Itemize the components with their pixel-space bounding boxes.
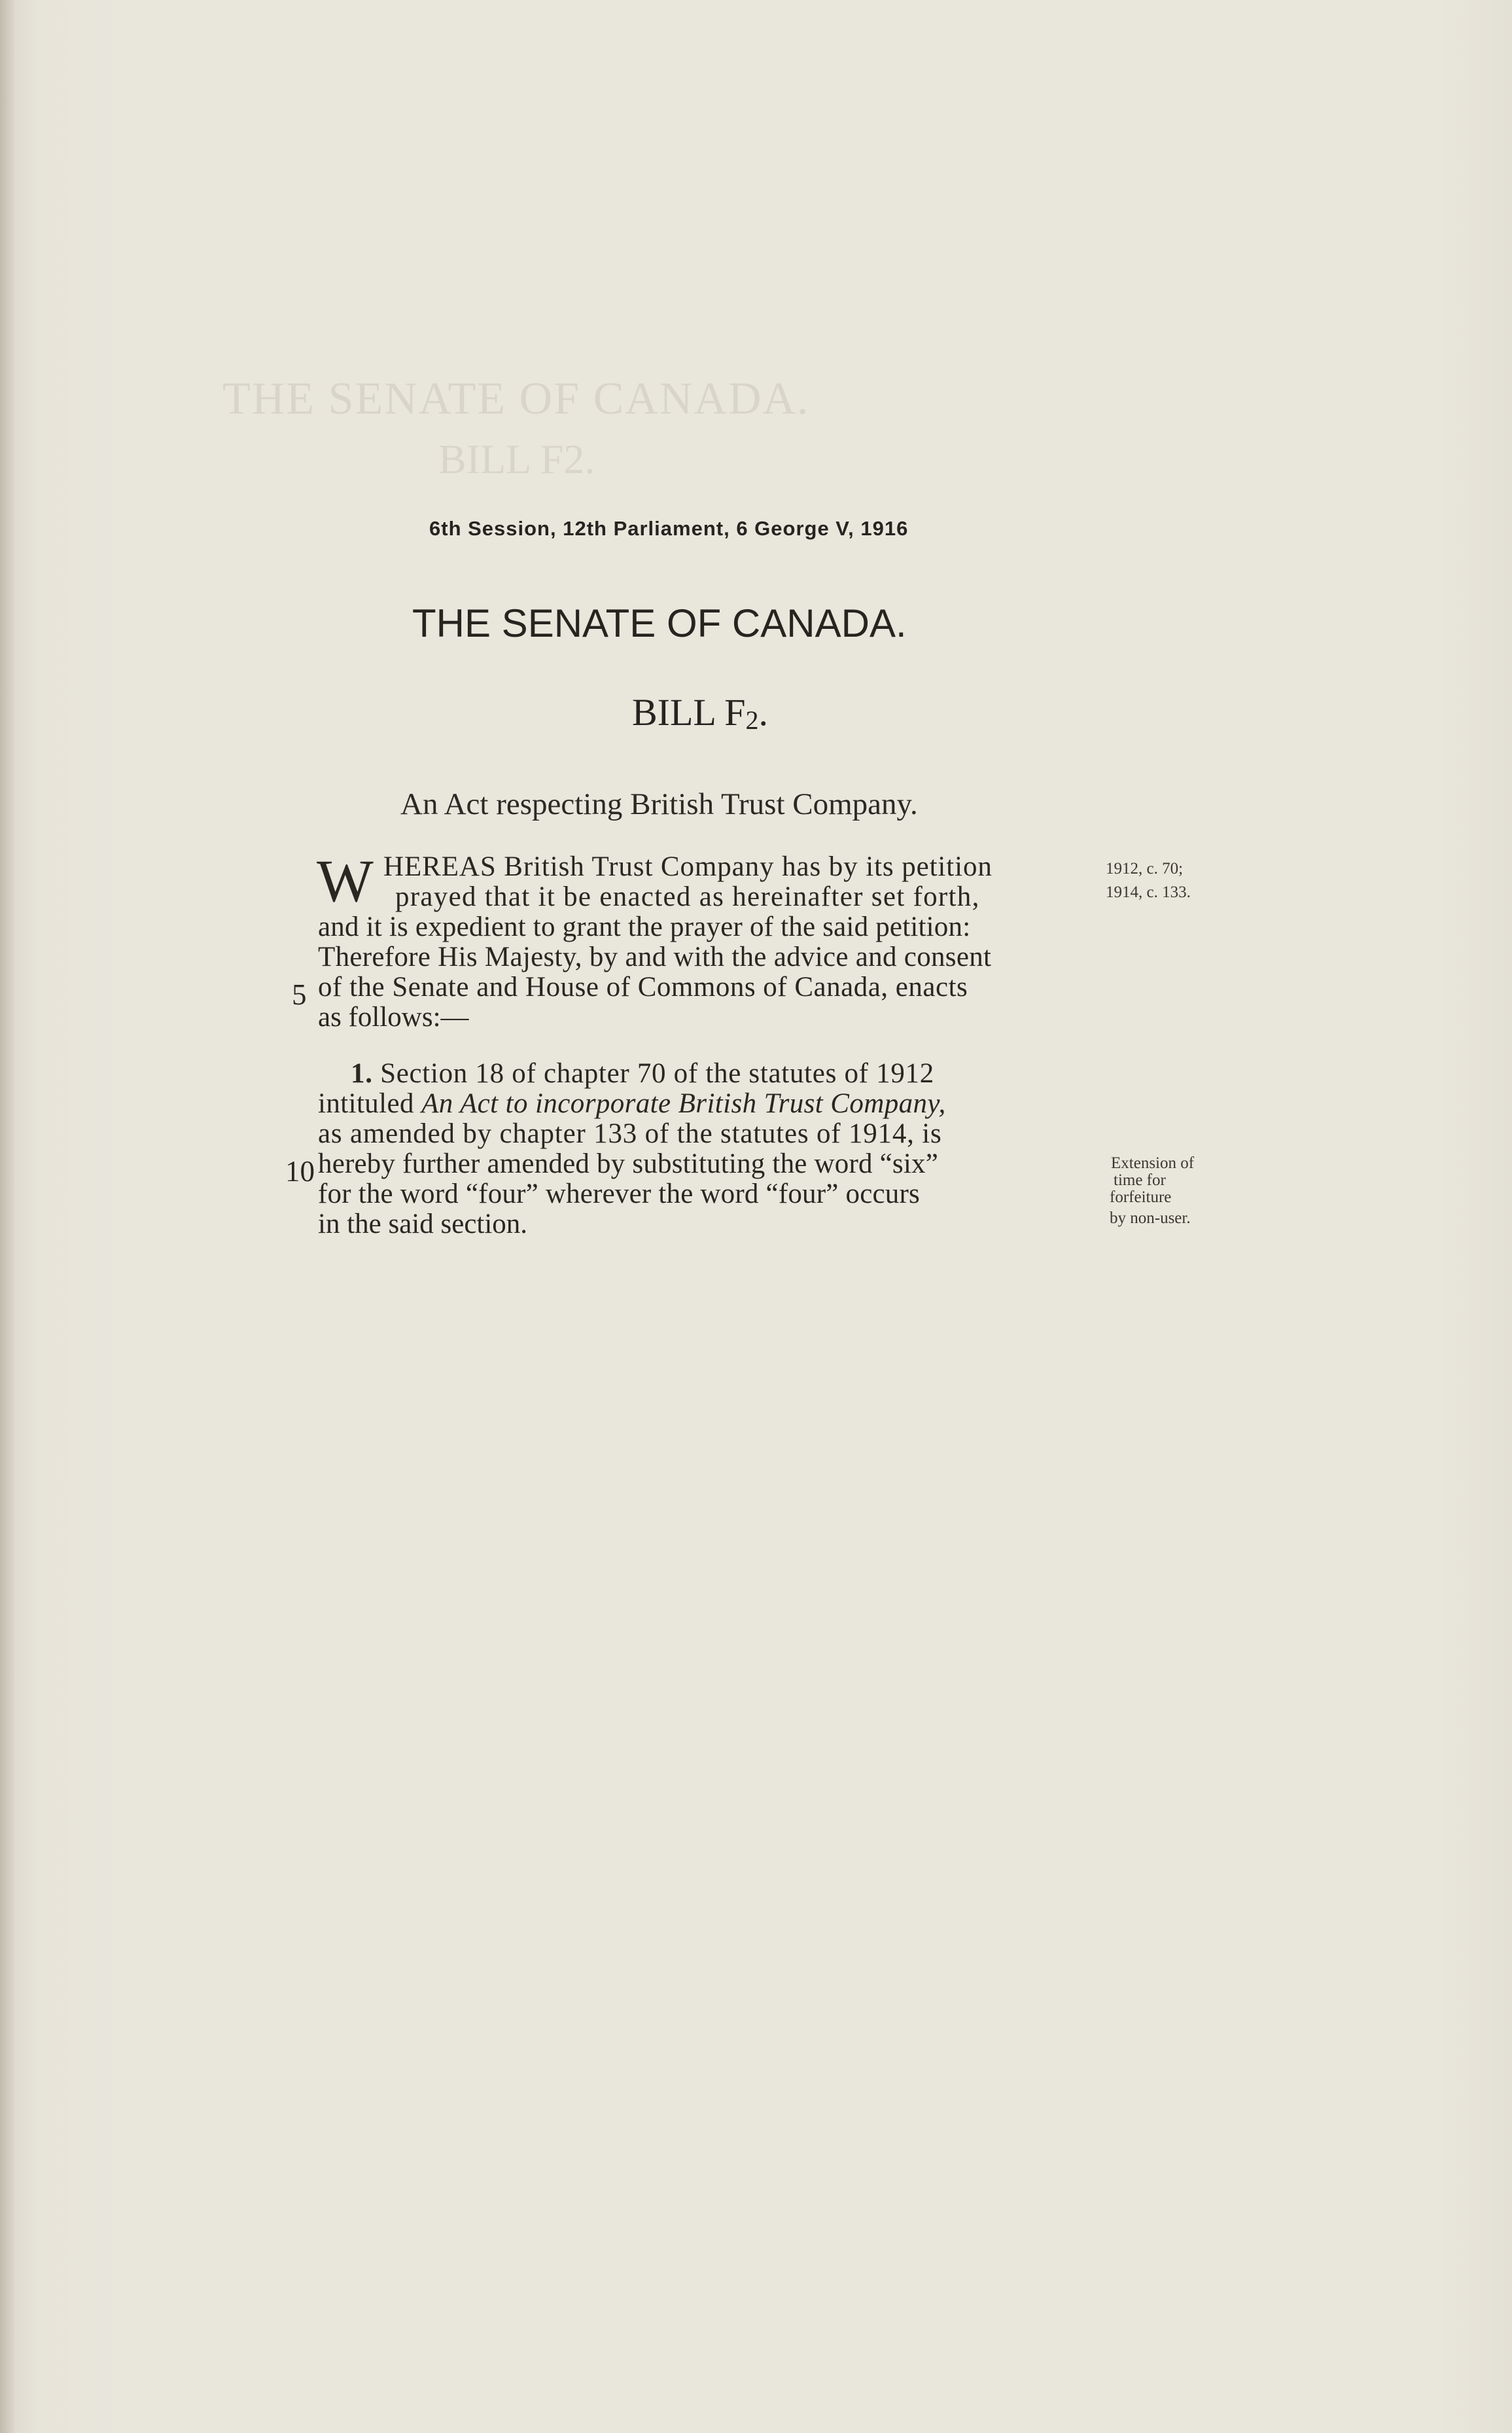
section-text: Section 18 of chapter 70 of the statutes of 1912: [372, 1058, 934, 1089]
act-reference: An Act to incorporate British Trust Company,: [421, 1088, 946, 1119]
page-edge: [0, 0, 14, 2433]
section-line: as amended by chapter 133 of the statutes of 1914, is: [318, 1118, 942, 1149]
preamble-line: as follows:—: [318, 1002, 469, 1033]
section-line: hereby further amended by substituting the word “six”: [318, 1148, 938, 1179]
preamble-line: prayed that it be enacted as hereinafter set forth,: [395, 881, 980, 912]
document-title: THE SENATE OF CANADA.: [412, 601, 907, 645]
margin-citation: 1912, c. 70;: [1106, 860, 1184, 878]
preamble-dropcap: W: [317, 847, 374, 914]
section-line: [318, 1088, 946, 1120]
margin-citation: 1914, c. 133.: [1106, 883, 1191, 901]
bill-label: BILL F: [632, 691, 746, 734]
section-line: in the said section.: [318, 1209, 528, 1239]
section-line: for the word “four” wherever the word “four” occurs: [318, 1179, 920, 1209]
show-through-bill: BILL F2.: [438, 436, 595, 482]
bill-period: .: [758, 691, 768, 734]
margin-note: by non-user.: [1110, 1209, 1191, 1227]
preamble-line: and it is expedient to grant the prayer of the said petition:: [318, 912, 971, 942]
preamble-line: Therefore His Majesty, by and with the advice and consent: [318, 942, 992, 972]
line-number: 5: [292, 978, 307, 1011]
show-through-heading: THE SENATE OF CANADA.: [222, 374, 810, 424]
act-title: An Act respecting British Trust Company.: [400, 787, 918, 821]
preamble-line: HEREAS British Trust Company has by its petition: [383, 851, 993, 882]
line-number: 10: [285, 1155, 315, 1188]
section-text: intituled: [318, 1088, 422, 1119]
margin-note: time for: [1114, 1171, 1166, 1189]
session-header: 6th Session, 12th Parliament, 6 George V, 1916: [429, 517, 909, 540]
margin-note: forfeiture: [1110, 1188, 1172, 1206]
section-number: 1.: [351, 1058, 373, 1089]
bill-number: [632, 690, 768, 736]
bill-subscript: 2: [745, 705, 759, 735]
section-line: [351, 1057, 934, 1090]
margin-note: Extension of: [1111, 1154, 1195, 1172]
preamble-line: of the Senate and House of Commons of Canada, enacts: [318, 972, 968, 1003]
